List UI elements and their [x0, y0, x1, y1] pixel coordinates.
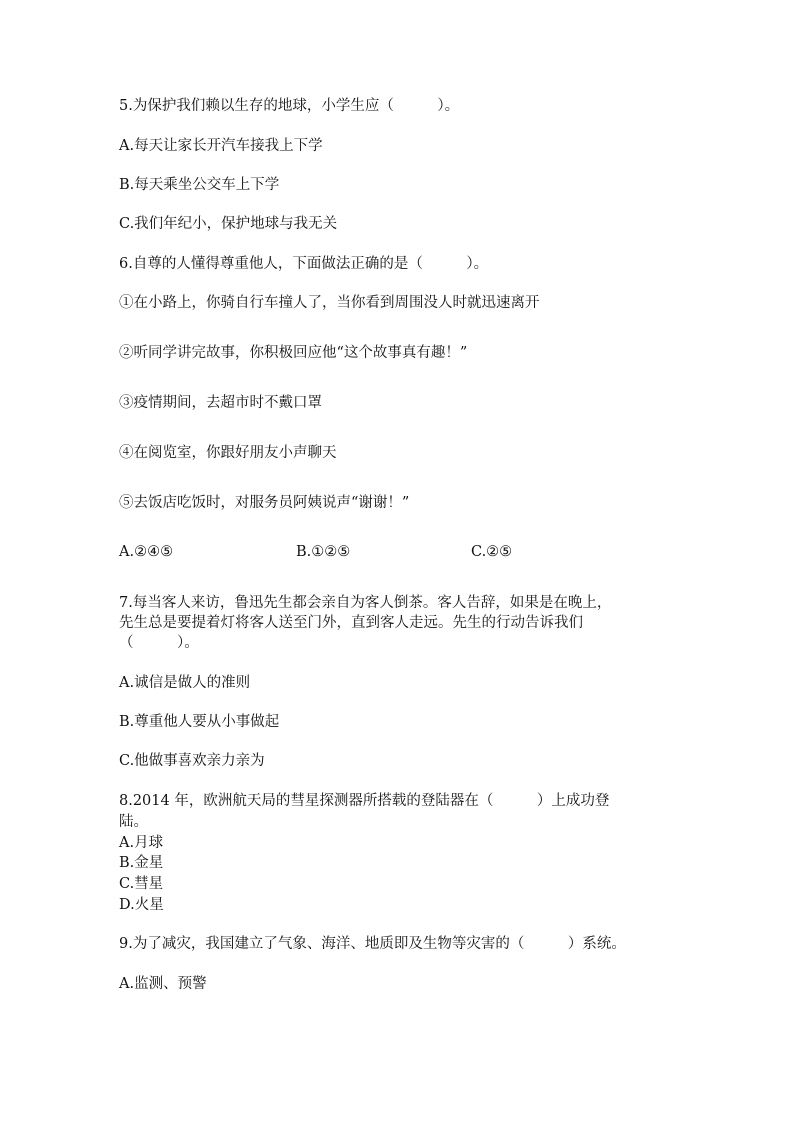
- question-7-option-c: C.他做事喜欢亲力亲为: [119, 753, 265, 769]
- question-5-option-c: C.我们年纪小，保护地球与我无关: [119, 216, 338, 232]
- question-6-item-3: ③疫情期间，去超市时不戴口罩: [119, 395, 322, 411]
- question-7-stem-line-1: 7.每当客人来访，鲁迅先生都会亲自为客人倒茶。客人告辞，如果是在晚上，: [119, 595, 612, 611]
- question-6-stem: 6.自尊的人懂得尊重他人，下面做法正确的是（ ）。: [119, 256, 489, 272]
- question-6-option-b: B.①②⑤: [296, 544, 351, 560]
- question-5-option-a: A.每天让家长开汽车接我上下学: [119, 138, 323, 154]
- question-7-stem-line-2: 先生总是要提着灯将客人送至门外，直到客人走远。先生的行动告诉我们: [119, 615, 583, 631]
- question-5-option-b: B.每天乘坐公交车上下学: [119, 177, 280, 193]
- question-7-option-b: B.尊重他人要从小事做起: [119, 714, 280, 730]
- question-6-option-a: A.②④⑤: [119, 544, 174, 560]
- question-9-option-a: A.监测、预警: [119, 976, 207, 992]
- question-5-stem: 5.为保护我们赖以生存的地球，小学生应（ ）。: [119, 98, 460, 114]
- question-8-stem-line-2: 陆。: [119, 814, 148, 830]
- question-8-option-d: D.火星: [119, 897, 164, 913]
- question-7-stem-line-3: （ ）。: [119, 635, 199, 651]
- question-9-stem: 9.为了减灾，我国建立了气象、海洋、地质即及生物等灾害的（ ）系统。: [119, 936, 626, 952]
- question-6-item-2: ②听同学讲完故事，你积极回应他“这个故事真有趣！”: [119, 345, 468, 361]
- question-8-stem-line-1: 8.2014 年，欧洲航天局的彗星探测器所搭载的登陆器在（ ）上成功登: [119, 793, 610, 809]
- question-6-option-c: C.②⑤: [471, 544, 513, 560]
- question-8-option-a: A.月球: [119, 835, 164, 851]
- question-7-option-a: A.诚信是做人的准则: [119, 675, 251, 691]
- question-6-item-1: ①在小路上，你骑自行车撞人了，当你看到周围没人时就迅速离开: [119, 295, 540, 311]
- question-8-option-b: B.金星: [119, 855, 164, 871]
- question-6-item-5: ⑤去饭店吃饭时，对服务员阿姨说声“谢谢！”: [119, 495, 410, 511]
- question-8-option-c: C.彗星: [119, 876, 164, 892]
- question-6-item-4: ④在阅览室，你跟好朋友小声聊天: [119, 445, 337, 461]
